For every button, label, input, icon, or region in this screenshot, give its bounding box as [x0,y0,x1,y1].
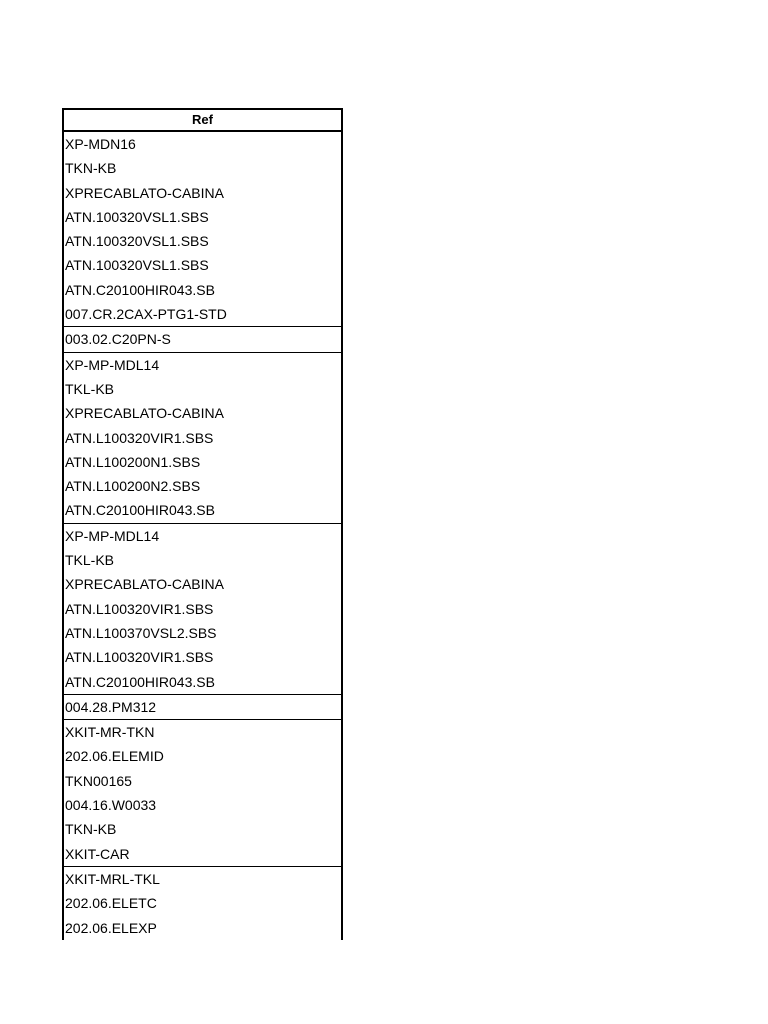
ref-table [62,108,343,940]
table-cell: XKIT-MRL-TKL [65,870,160,887]
table-cell: ATN.100320VSL1.SBS [65,257,209,274]
table-cell: ATN.C20100HIR043.SB [65,281,215,298]
row-group [64,132,341,327]
table-cell: ATN.C20100HIR043.SB [65,673,215,690]
table-cell: TKL-KB [65,552,115,569]
table-cell: ATN.L100320VIR1.SBS [65,649,214,666]
table-cell: XPRECABLATO-CABINA [65,184,224,201]
table-cell: 004.16.W0033 [65,797,157,814]
row-group [64,353,341,524]
table-cell: ATN.100320VSL1.SBS [65,208,209,225]
table-cell: ATN.L100200N2.SBS [65,478,201,495]
table-cell: 007.CR.2CAX-PTG1-STD [65,306,227,323]
table-cell: ATN.100320VSL1.SBS [65,233,209,250]
table-cell: XP-MP-MDL14 [65,356,160,373]
row-group [64,867,341,940]
table-cell: XP-MDN16 [65,136,136,152]
table-cell: 202.06.ELETC [65,895,157,912]
table-cell: TKL-KB [65,380,115,397]
table-cell: 202.06.ELEXP [65,919,157,936]
table-cell: TKN00165 [65,772,132,789]
table-cell: XKIT-CAR [65,845,130,862]
table-cell: ATN.C20100HIR043.SB [65,502,215,519]
table-cell: XPRECABLATO-CABINA [65,576,224,593]
table-cell: 202.06.ELEMID [65,748,164,765]
table-cell: XP-MP-MDL14 [65,527,160,544]
row-group [64,720,341,867]
table-cell: TKN-KB [65,821,117,838]
row-group [64,327,341,352]
table-cell: 004.28.PM312 [65,698,157,715]
table-cell: ATN.L100320VIR1.SBS [65,429,214,446]
row-group [64,695,341,720]
table-cell: XPRECABLATO-CABINA [65,405,224,422]
table-cell: ATN.L100200N1.SBS [65,453,201,470]
table-cell: TKN-KB [65,160,117,177]
table-cell: XKIT-MR-TKN [65,724,155,741]
table-cell: ATN.L100320VIR1.SBS [65,600,214,617]
row-group [64,524,341,695]
table-body [64,132,341,940]
table-cell: 003.02.C20PN-S [65,331,171,348]
column-header-ref: Ref [64,110,341,132]
table-cell: ATN.L100370VSL2.SBS [65,624,217,641]
